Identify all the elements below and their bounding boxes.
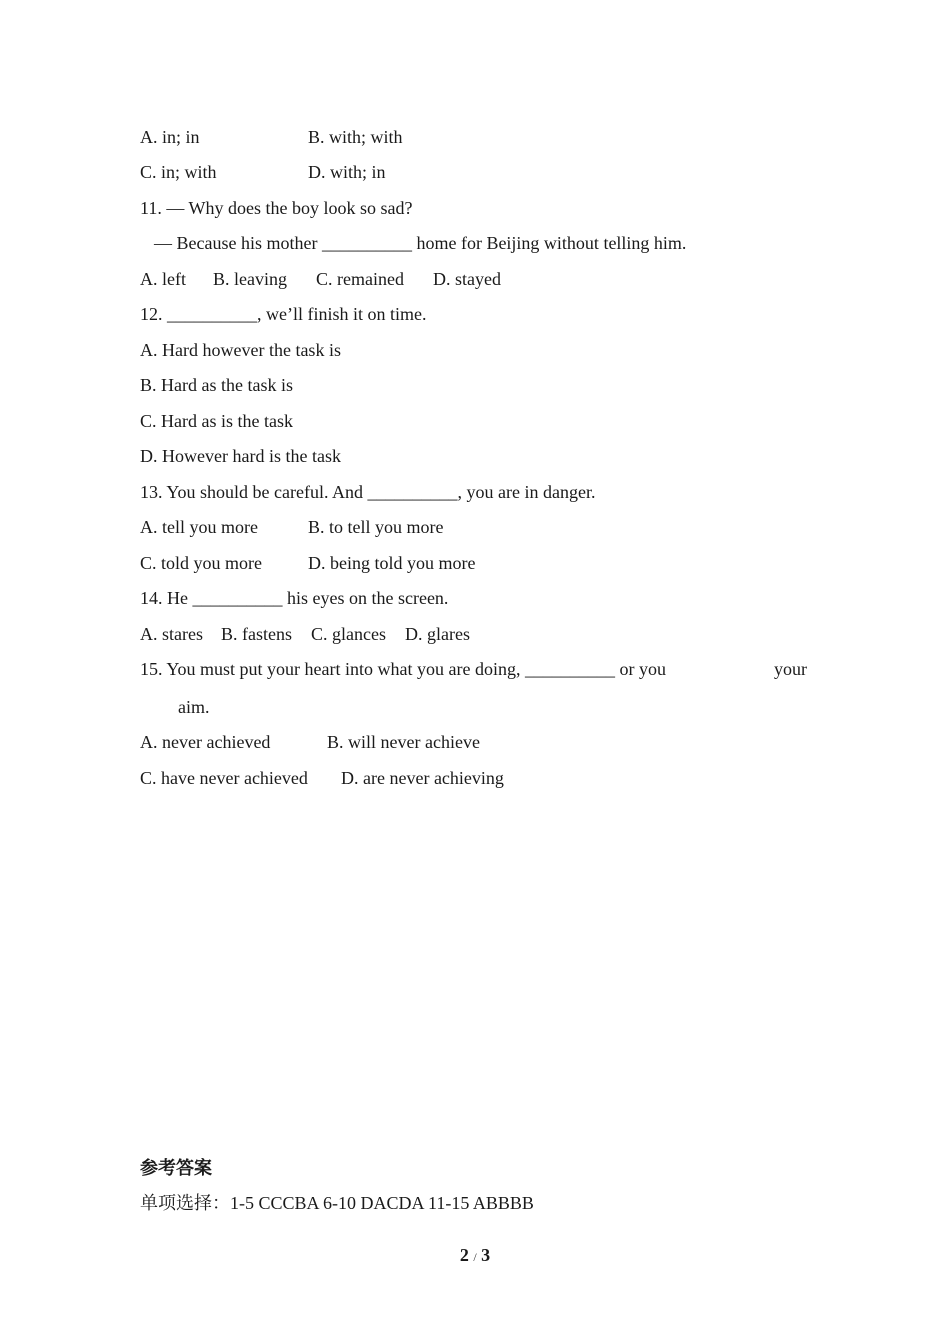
q15-option-b: B. will never achieve	[327, 732, 480, 752]
q11-option-d: D. stayed	[433, 269, 501, 289]
q11-stem: 11. — Why does the boy look so sad?	[140, 198, 413, 218]
q15-stem: 15. You must put your heart into what you are doing, __________ or you	[140, 659, 666, 679]
q15-option-a: A. never achieved	[140, 732, 271, 752]
q15-stem-continuation: aim.	[178, 697, 210, 717]
q10-option-d: D. with; in	[308, 162, 386, 182]
q14-option-a: A. stares	[140, 624, 203, 644]
q14-option-c: C. glances	[311, 624, 386, 644]
q14-stem: 14. He __________ his eyes on the screen.	[140, 588, 449, 608]
q13-option-b: B. to tell you more	[308, 517, 444, 537]
q13-option-a: A. tell you more	[140, 517, 258, 537]
q11-reply: — Because his mother __________ home for Beijing without telling him.	[154, 233, 687, 253]
q15-option-d: D. are never achieving	[341, 768, 504, 788]
page-separator: /	[473, 1250, 477, 1264]
q13-stem: 13. You should be careful. And __________, you are in danger.	[140, 482, 596, 502]
q10-option-b: B. with; with	[308, 127, 403, 147]
q10-option-a: A. in; in	[140, 127, 200, 147]
q10-option-c: C. in; with	[140, 162, 217, 182]
q13-option-d: D. being told you more	[308, 553, 476, 573]
answers-heading: 参考答案	[140, 1158, 212, 1178]
page-current: 2	[459, 1245, 469, 1265]
q12-option-a: A. Hard however the task is	[140, 340, 341, 360]
q14-option-b: B. fastens	[221, 624, 292, 644]
page-total: 3	[481, 1245, 491, 1265]
q11-option-c: C. remained	[316, 269, 404, 289]
answers-text: 单项选择：1-5 CCCBA 6-10 DACDA 11-15 ABBBB	[140, 1193, 534, 1213]
q15-stem-end: your	[774, 659, 807, 679]
page-number	[0, 1244, 950, 1268]
q13-option-c: C. told you more	[140, 553, 262, 573]
q14-option-d: D. glares	[405, 624, 470, 644]
q12-stem: 12. __________, we’ll finish it on time.	[140, 304, 427, 324]
q12-option-c: C. Hard as is the task	[140, 411, 293, 431]
q12-option-b: B. Hard as the task is	[140, 375, 293, 395]
q11-option-b: B. leaving	[213, 269, 287, 289]
q11-option-a: A. left	[140, 269, 186, 289]
q15-option-c: C. have never achieved	[140, 768, 308, 788]
q12-option-d: D. However hard is the task	[140, 446, 341, 466]
